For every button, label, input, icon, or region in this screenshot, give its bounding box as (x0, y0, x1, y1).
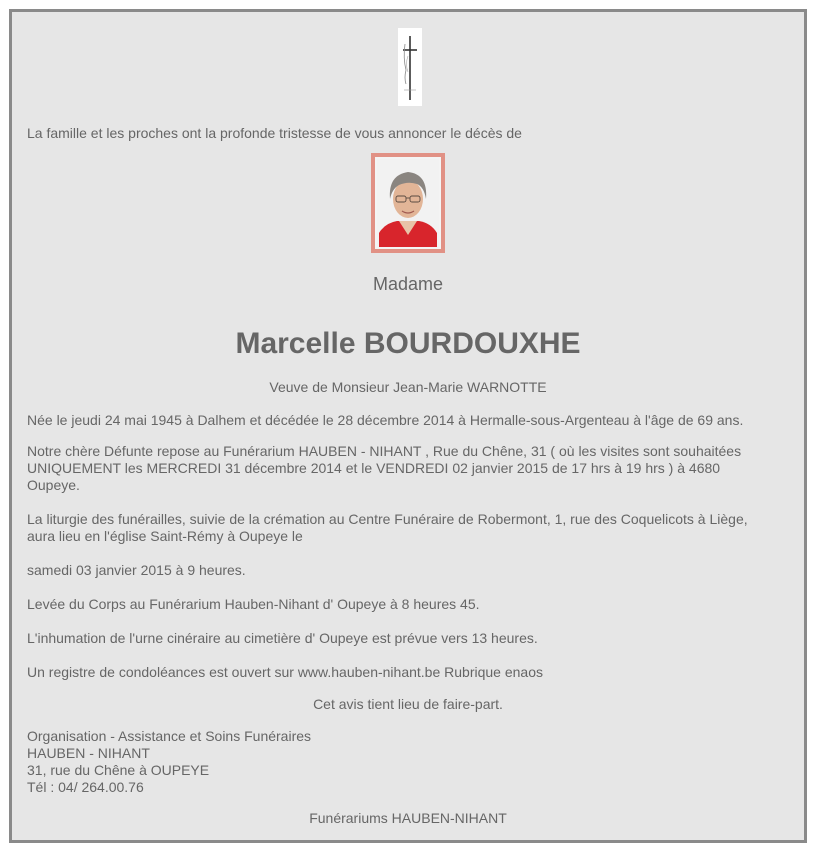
obituary-card (9, 9, 807, 843)
organisation-line: 31, rue du Chêne à OUPEYE (27, 762, 210, 778)
organisation-block (27, 728, 311, 796)
registry-text: Un registre de condoléances est ouvert sur www.hauben-nihant.be Rubrique enaos (27, 664, 543, 680)
widow-of: Veuve de Monsieur Jean-Marie WARNOTTE (269, 379, 547, 395)
honorific: Madame (372, 274, 444, 294)
inhumation-text: L'inhumation de l'urne cinéraire au cimetière d' Oupeye est prévue vers 13 heures. (27, 630, 538, 646)
cross-emblem (398, 28, 422, 106)
notice-text: Cet avis tient lieu de faire-part. (313, 696, 503, 712)
rest-paragraph (27, 443, 741, 494)
liturgy-paragraph (27, 511, 748, 545)
liturgy-line: aura lieu en l'église Saint-Rémy à Oupeye le (27, 528, 303, 544)
portrait-photo (371, 153, 445, 253)
organisation-line: Organisation - Assistance et Soins Funéraires (27, 728, 312, 744)
rest-line: UNIQUEMENT les MERCREDI 31 décembre 2014 et le VENDREDI 02 janvier 2015 de 17 hrs à 19 hrs ) à 4680 (27, 460, 721, 476)
deceased-name: Marcelle BOURDOUXHE (235, 327, 581, 360)
birth-death-text: Née le jeudi 24 mai 1945 à Dalhem et décédée le 28 décembre 2014 à Hermalle-sous-Argenteau à l'âge de 69 ans. (27, 412, 744, 428)
levee-text: Levée du Corps au Funérarium Hauben-Nihant d' Oupeye à 8 heures 45. (27, 596, 480, 612)
rest-line: Notre chère Défunte repose au Funérarium HAUBEN - NIHANT , Rue du Chêne, 31 ( où les visites sont souhaitées (27, 443, 742, 459)
rest-line: Oupeye. (27, 477, 80, 493)
liturgy-line: La liturgie des funérailles, suivie de la crémation au Centre Funéraire de Robermont, 1, rue des Coquelicots à Liège, (27, 511, 748, 527)
organisation-phone: Tél : 04/ 264.00.76 (27, 779, 144, 795)
cross-icon (398, 28, 422, 106)
service-date: samedi 03 janvier 2015 à 9 heures. (27, 562, 246, 578)
intro-text: La famille et les proches ont la profonde tristesse de vous annoncer le décès de (27, 125, 522, 141)
footer-text: Funérariums HAUBEN-NIHANT (309, 810, 507, 826)
portrait-image (377, 159, 439, 247)
organisation-line: HAUBEN - NIHANT (27, 745, 150, 761)
